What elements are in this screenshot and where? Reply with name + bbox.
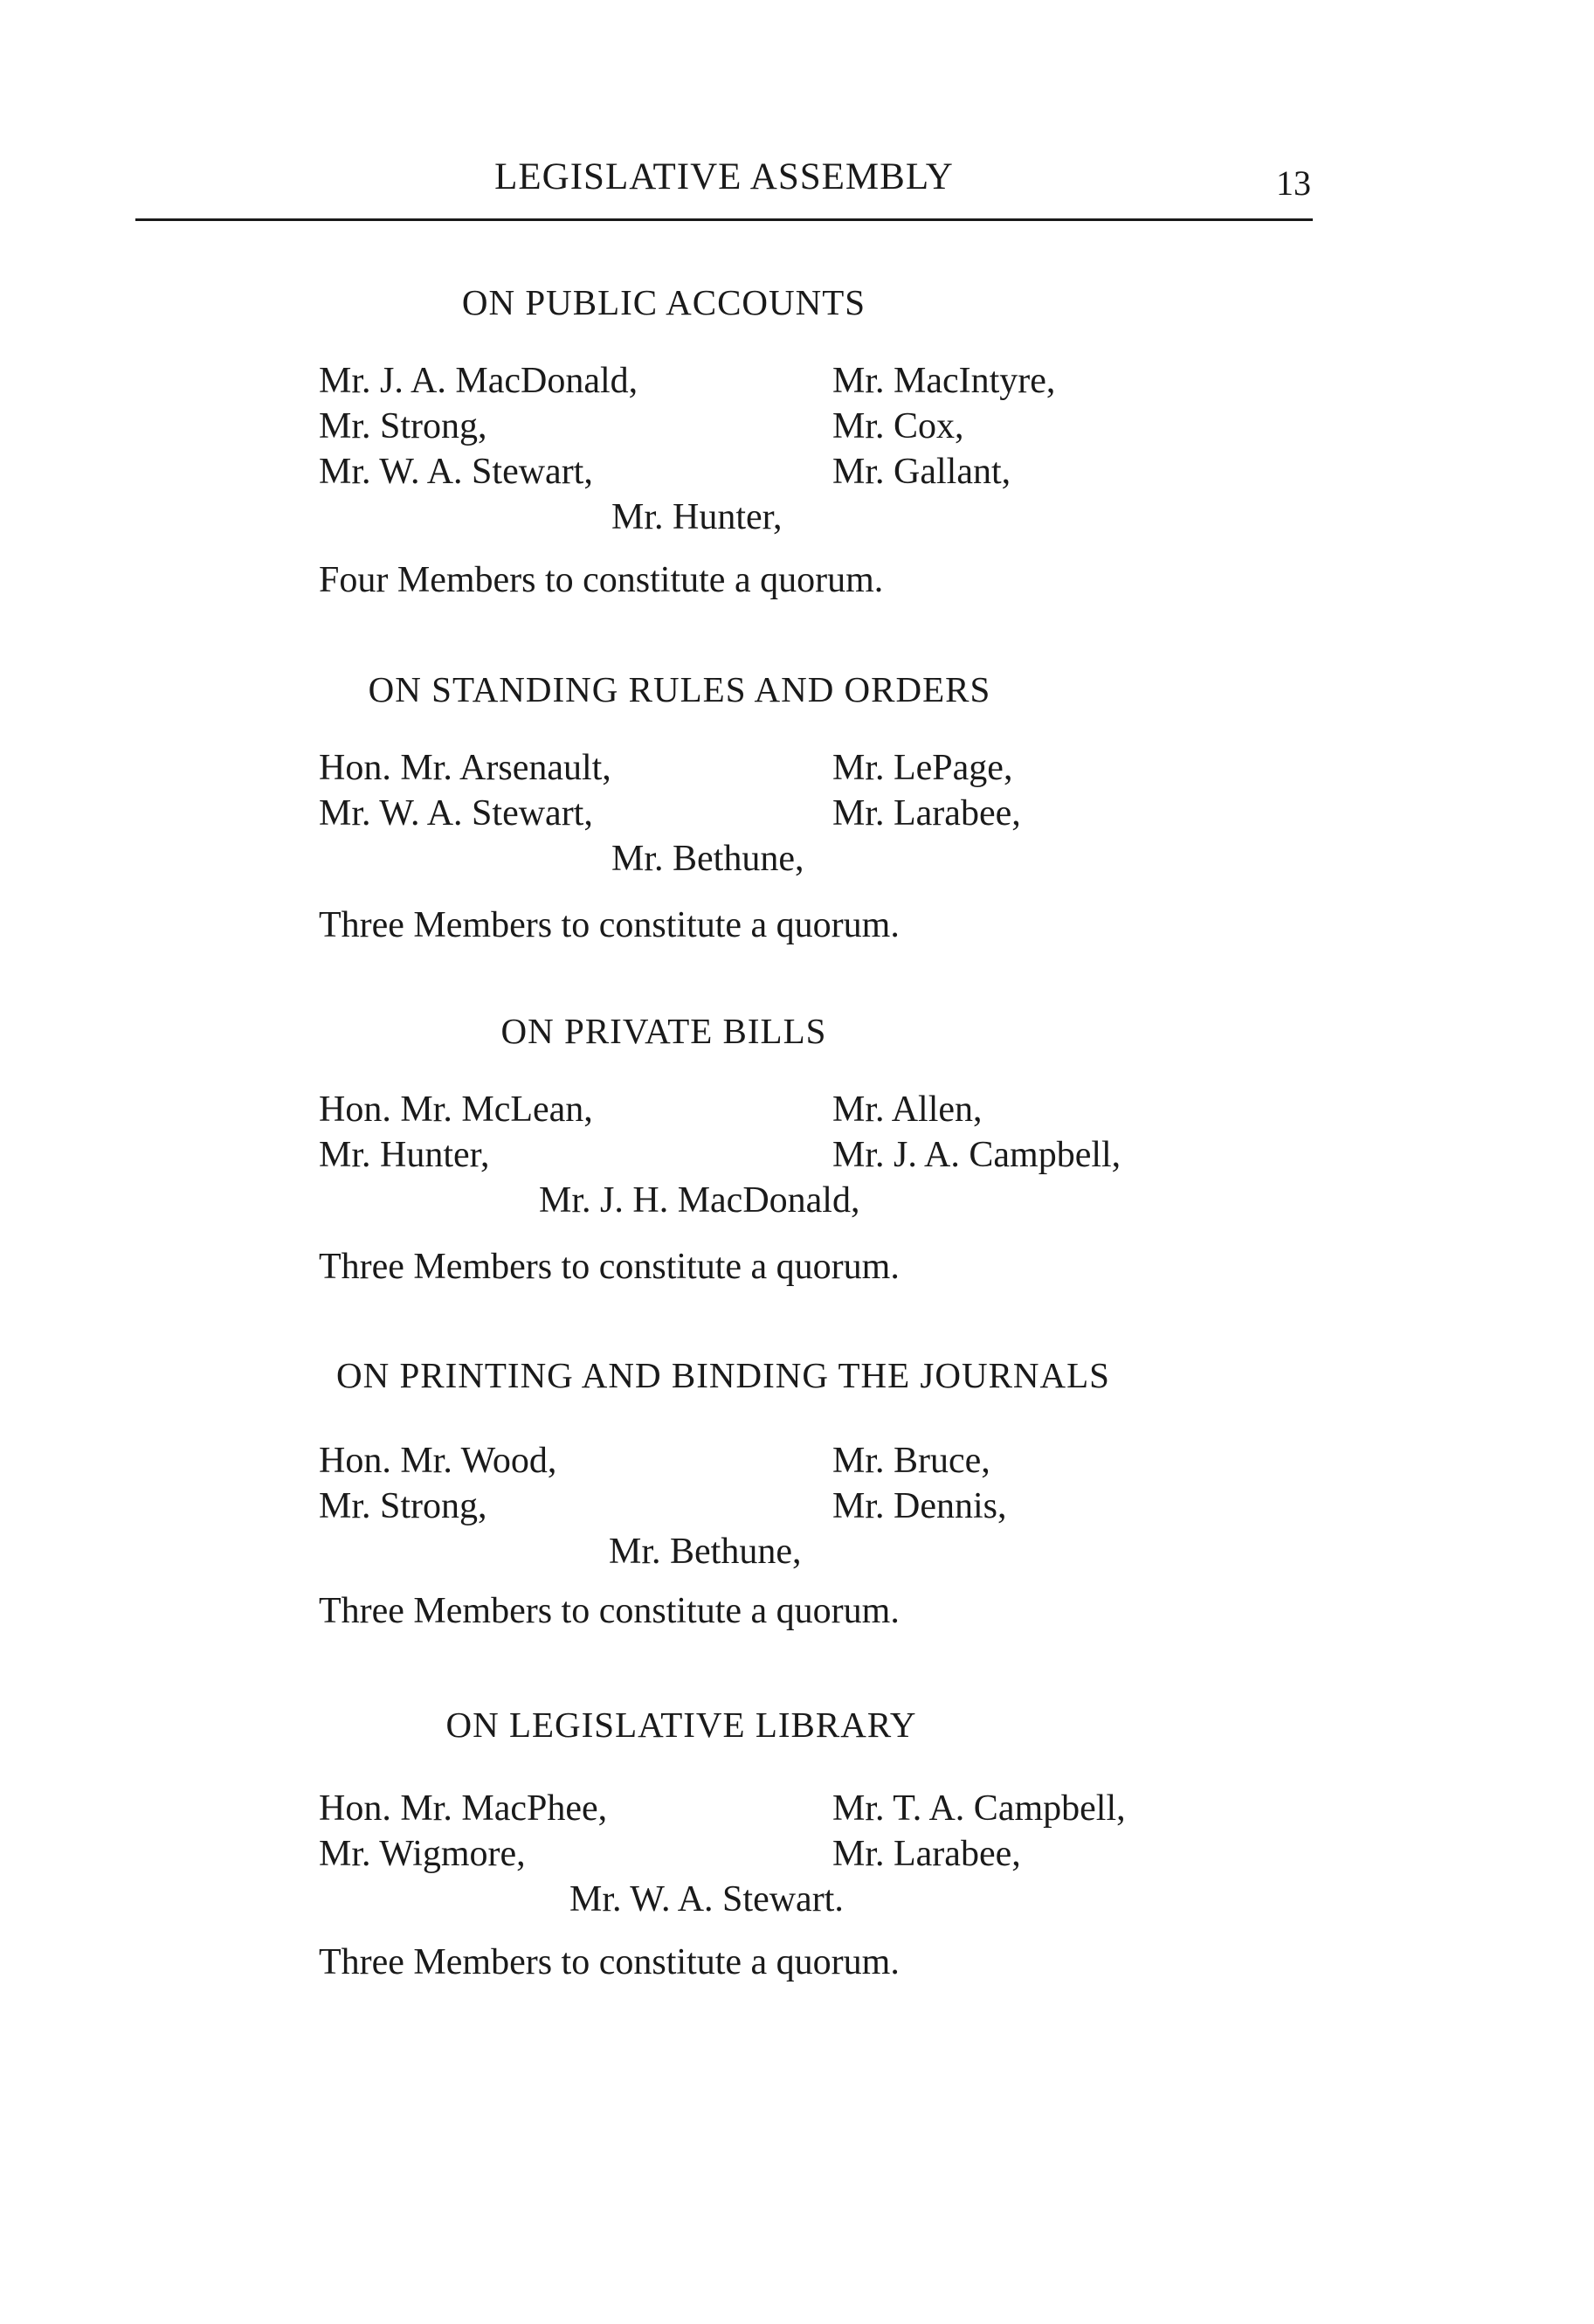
member-entry: Mr. Hunter, [319, 1135, 490, 1175]
member-entry-centered: Mr. J. H. MacDonald, [539, 1180, 860, 1221]
member-entry: Mr. MacIntyre, [832, 361, 1056, 401]
member-entry-centered: Mr. Bethune, [609, 1532, 802, 1572]
member-entry-centered: Mr. Hunter, [611, 497, 783, 537]
page-number: 13 [1276, 163, 1311, 203]
member-entry: Mr. Gallant, [832, 452, 1011, 492]
member-entry: Mr. J. A. Campbell, [832, 1135, 1121, 1175]
member-entry: Mr. Strong, [319, 406, 487, 446]
member-entry: Hon. Mr. MacPhee, [319, 1788, 608, 1829]
running-title: LEGISLATIVE ASSEMBLY [494, 156, 954, 197]
member-entry: Mr. Strong, [319, 1486, 487, 1526]
member-entry: Mr. W. A. Stewart, [319, 452, 593, 492]
member-entry: Hon. Mr. Wood, [319, 1441, 557, 1481]
member-entry: Mr. Larabee, [832, 1834, 1021, 1874]
member-entry: Mr. Larabee, [832, 793, 1021, 833]
section-heading: ON PUBLIC ACCOUNTS [461, 282, 866, 322]
quorum-note: Three Members to constitute a quorum. [319, 1591, 900, 1631]
member-entry: Mr. Allen, [832, 1089, 983, 1130]
member-entry: Hon. Mr. McLean, [319, 1089, 593, 1130]
quorum-note: Three Members to constitute a quorum. [319, 1247, 900, 1287]
member-entry: Mr. Cox, [832, 406, 964, 446]
member-entry-centered: Mr. W. A. Stewart. [569, 1879, 844, 1919]
section-heading: ON LEGISLATIVE LIBRARY [445, 1705, 917, 1745]
quorum-note: Four Members to constitute a quorum. [319, 560, 884, 600]
section-heading: ON PRINTING AND BINDING THE JOURNALS [336, 1355, 1110, 1395]
member-entry: Mr. W. A. Stewart, [319, 793, 593, 833]
member-entry: Mr. Wigmore, [319, 1834, 526, 1874]
member-entry: Mr. Dennis, [832, 1486, 1007, 1526]
quorum-note: Three Members to constitute a quorum. [319, 1942, 900, 1982]
member-entry: Mr. Bruce, [832, 1441, 990, 1481]
header-rule [135, 218, 1313, 221]
section-heading: ON STANDING RULES AND ORDERS [368, 669, 991, 709]
quorum-note: Three Members to constitute a quorum. [319, 905, 900, 945]
member-entry: Mr. T. A. Campbell, [832, 1788, 1126, 1829]
member-entry: Mr. J. A. MacDonald, [319, 361, 638, 401]
section-heading: ON PRIVATE BILLS [500, 1011, 827, 1051]
running-header [135, 156, 1313, 208]
member-entry-centered: Mr. Bethune, [611, 839, 804, 879]
member-entry: Mr. LePage, [832, 748, 1013, 788]
member-entry: Hon. Mr. Arsenault, [319, 748, 611, 788]
